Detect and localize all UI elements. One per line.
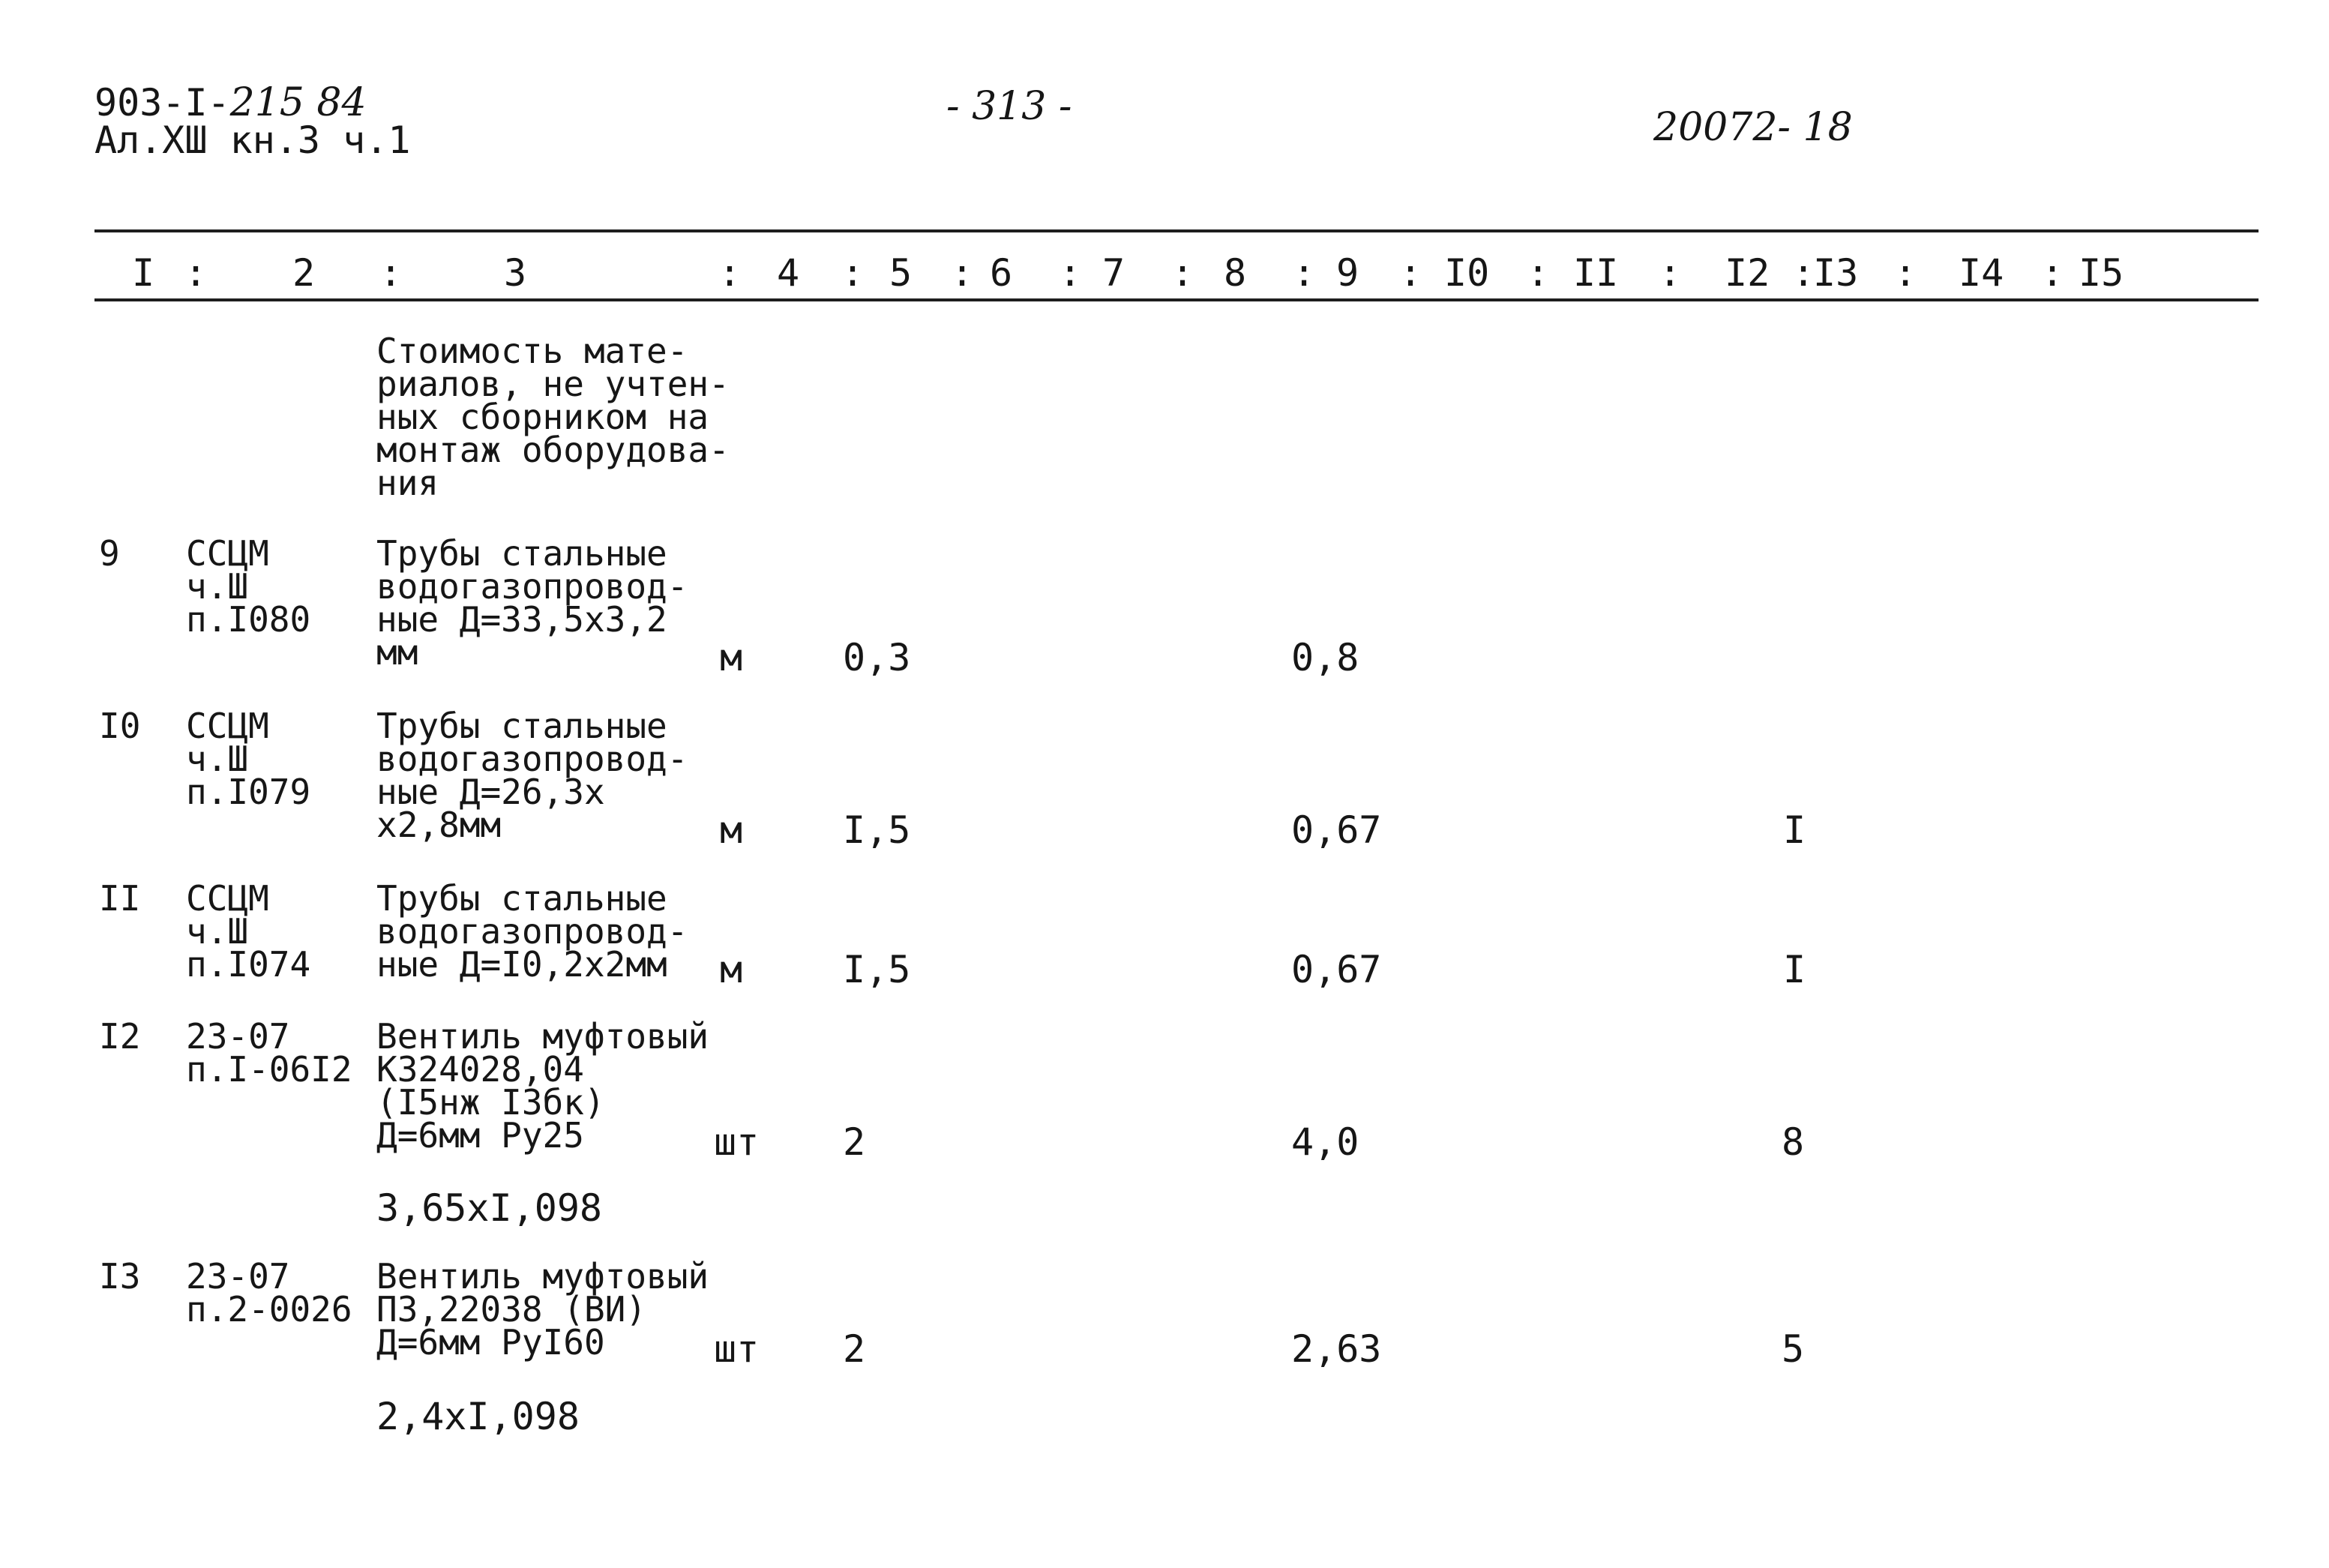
column-separator: :	[1059, 251, 1082, 295]
column-header-8: 8	[1224, 251, 1247, 295]
row-subformula: 3,65хI,098	[376, 1186, 603, 1230]
section-heading: Стоимость мате- риалов, не учтен- ных сборником на монтаж оборудова- ния	[376, 331, 730, 503]
row-quantity: 2	[843, 1120, 866, 1164]
column-separator: :	[1171, 251, 1194, 295]
row-code: ССЦМ ч.Ш п.I080	[186, 533, 311, 640]
row-number: II	[99, 878, 141, 919]
row-quantity: I,5	[843, 948, 911, 991]
row-description: Вентиль муфтовый ПЗ,22038 (ВИ) Д=6мм РуI60	[376, 1256, 709, 1363]
row-code: ССЦМ ч.Ш п.I079	[186, 706, 311, 812]
row-number: I2	[99, 1016, 141, 1057]
column-header-4: 4	[777, 251, 800, 295]
row-code: 23-07 п.I-06I2	[186, 1016, 352, 1090]
column-header-10: I0	[1444, 251, 1490, 295]
row-price: 0,67	[1291, 948, 1382, 991]
column-header-9: 9	[1336, 251, 1359, 295]
column-header-15: I5	[2079, 251, 2124, 295]
sheet-code: 20072- 18	[1653, 105, 1853, 150]
column-separator: :	[951, 251, 974, 295]
row-unit: м	[720, 636, 743, 679]
column-separator: :	[184, 251, 208, 295]
column-separator: :	[1792, 251, 1815, 295]
row-unit: м	[720, 808, 743, 852]
row-code: 23-07 п.2-0026	[186, 1256, 352, 1330]
row-price: 0,8	[1291, 636, 1359, 679]
row-quantity: 2	[843, 1327, 866, 1371]
column-header-2: 2	[292, 251, 316, 295]
row-description: Вентиль муфтовый К324028,04 (I5нж I3бк) Д=6мм Ру25	[376, 1016, 709, 1156]
row-unit: м	[720, 948, 743, 991]
table-top-rule	[94, 229, 2259, 232]
column-header-3: 3	[504, 251, 527, 295]
row-subformula: 2,4хI,098	[376, 1395, 580, 1438]
row-quantity: I,5	[843, 808, 911, 852]
row-number: 9	[99, 533, 120, 574]
page-number: - 313 -	[946, 84, 1072, 129]
row-description: Трубы стальные водогазопровод- ные Д=26,3х х2,8мм	[376, 706, 688, 845]
column-separator: :	[2041, 251, 2064, 295]
row-price: 0,67	[1291, 808, 1382, 852]
row-quantity: 0,3	[843, 636, 911, 679]
column-header-12: I2	[1725, 251, 1770, 295]
column-separator: :	[1659, 251, 1682, 295]
row-number: I3	[99, 1256, 141, 1297]
row-col12: I	[1783, 808, 1806, 852]
row-number: I0	[99, 706, 141, 746]
column-separator: :	[1399, 251, 1422, 295]
row-code: ССЦМ ч.Ш п.I074	[186, 878, 311, 985]
document-code	[94, 80, 367, 125]
column-header-13: I3	[1813, 251, 1859, 295]
row-price: 2,63	[1291, 1327, 1382, 1371]
column-separator: :	[379, 251, 403, 295]
row-col12: 5	[1782, 1327, 1805, 1371]
column-header-11: II	[1573, 251, 1619, 295]
document-code-prefix: 903-I-	[94, 81, 230, 124]
document-code-handwritten: 215 84	[229, 80, 367, 125]
row-unit: шт	[714, 1327, 760, 1371]
row-description: Трубы стальные водогазопровод- ные Д=I0,2х2мм	[376, 878, 688, 985]
row-col12: 8	[1782, 1120, 1805, 1164]
column-separator: :	[718, 251, 742, 295]
table-header-rule	[94, 298, 2259, 301]
column-separator: :	[1527, 251, 1550, 295]
row-price: 4,0	[1291, 1120, 1359, 1164]
album-line: Ал.XШ кн.3 ч.1	[94, 118, 411, 162]
column-header-1: I	[132, 251, 155, 295]
row-description: Трубы стальные водогазопровод- ные Д=33,5х3,2 мм	[376, 533, 688, 673]
column-header-14: I4	[1959, 251, 2004, 295]
row-unit: шт	[714, 1120, 760, 1164]
column-header-7: 7	[1102, 251, 1126, 295]
row-col12: I	[1783, 948, 1806, 991]
column-header-6: 6	[990, 251, 1013, 295]
column-header-5: 5	[889, 251, 913, 295]
column-separator: :	[841, 251, 865, 295]
column-separator: :	[1894, 251, 1917, 295]
column-separator: :	[1293, 251, 1316, 295]
